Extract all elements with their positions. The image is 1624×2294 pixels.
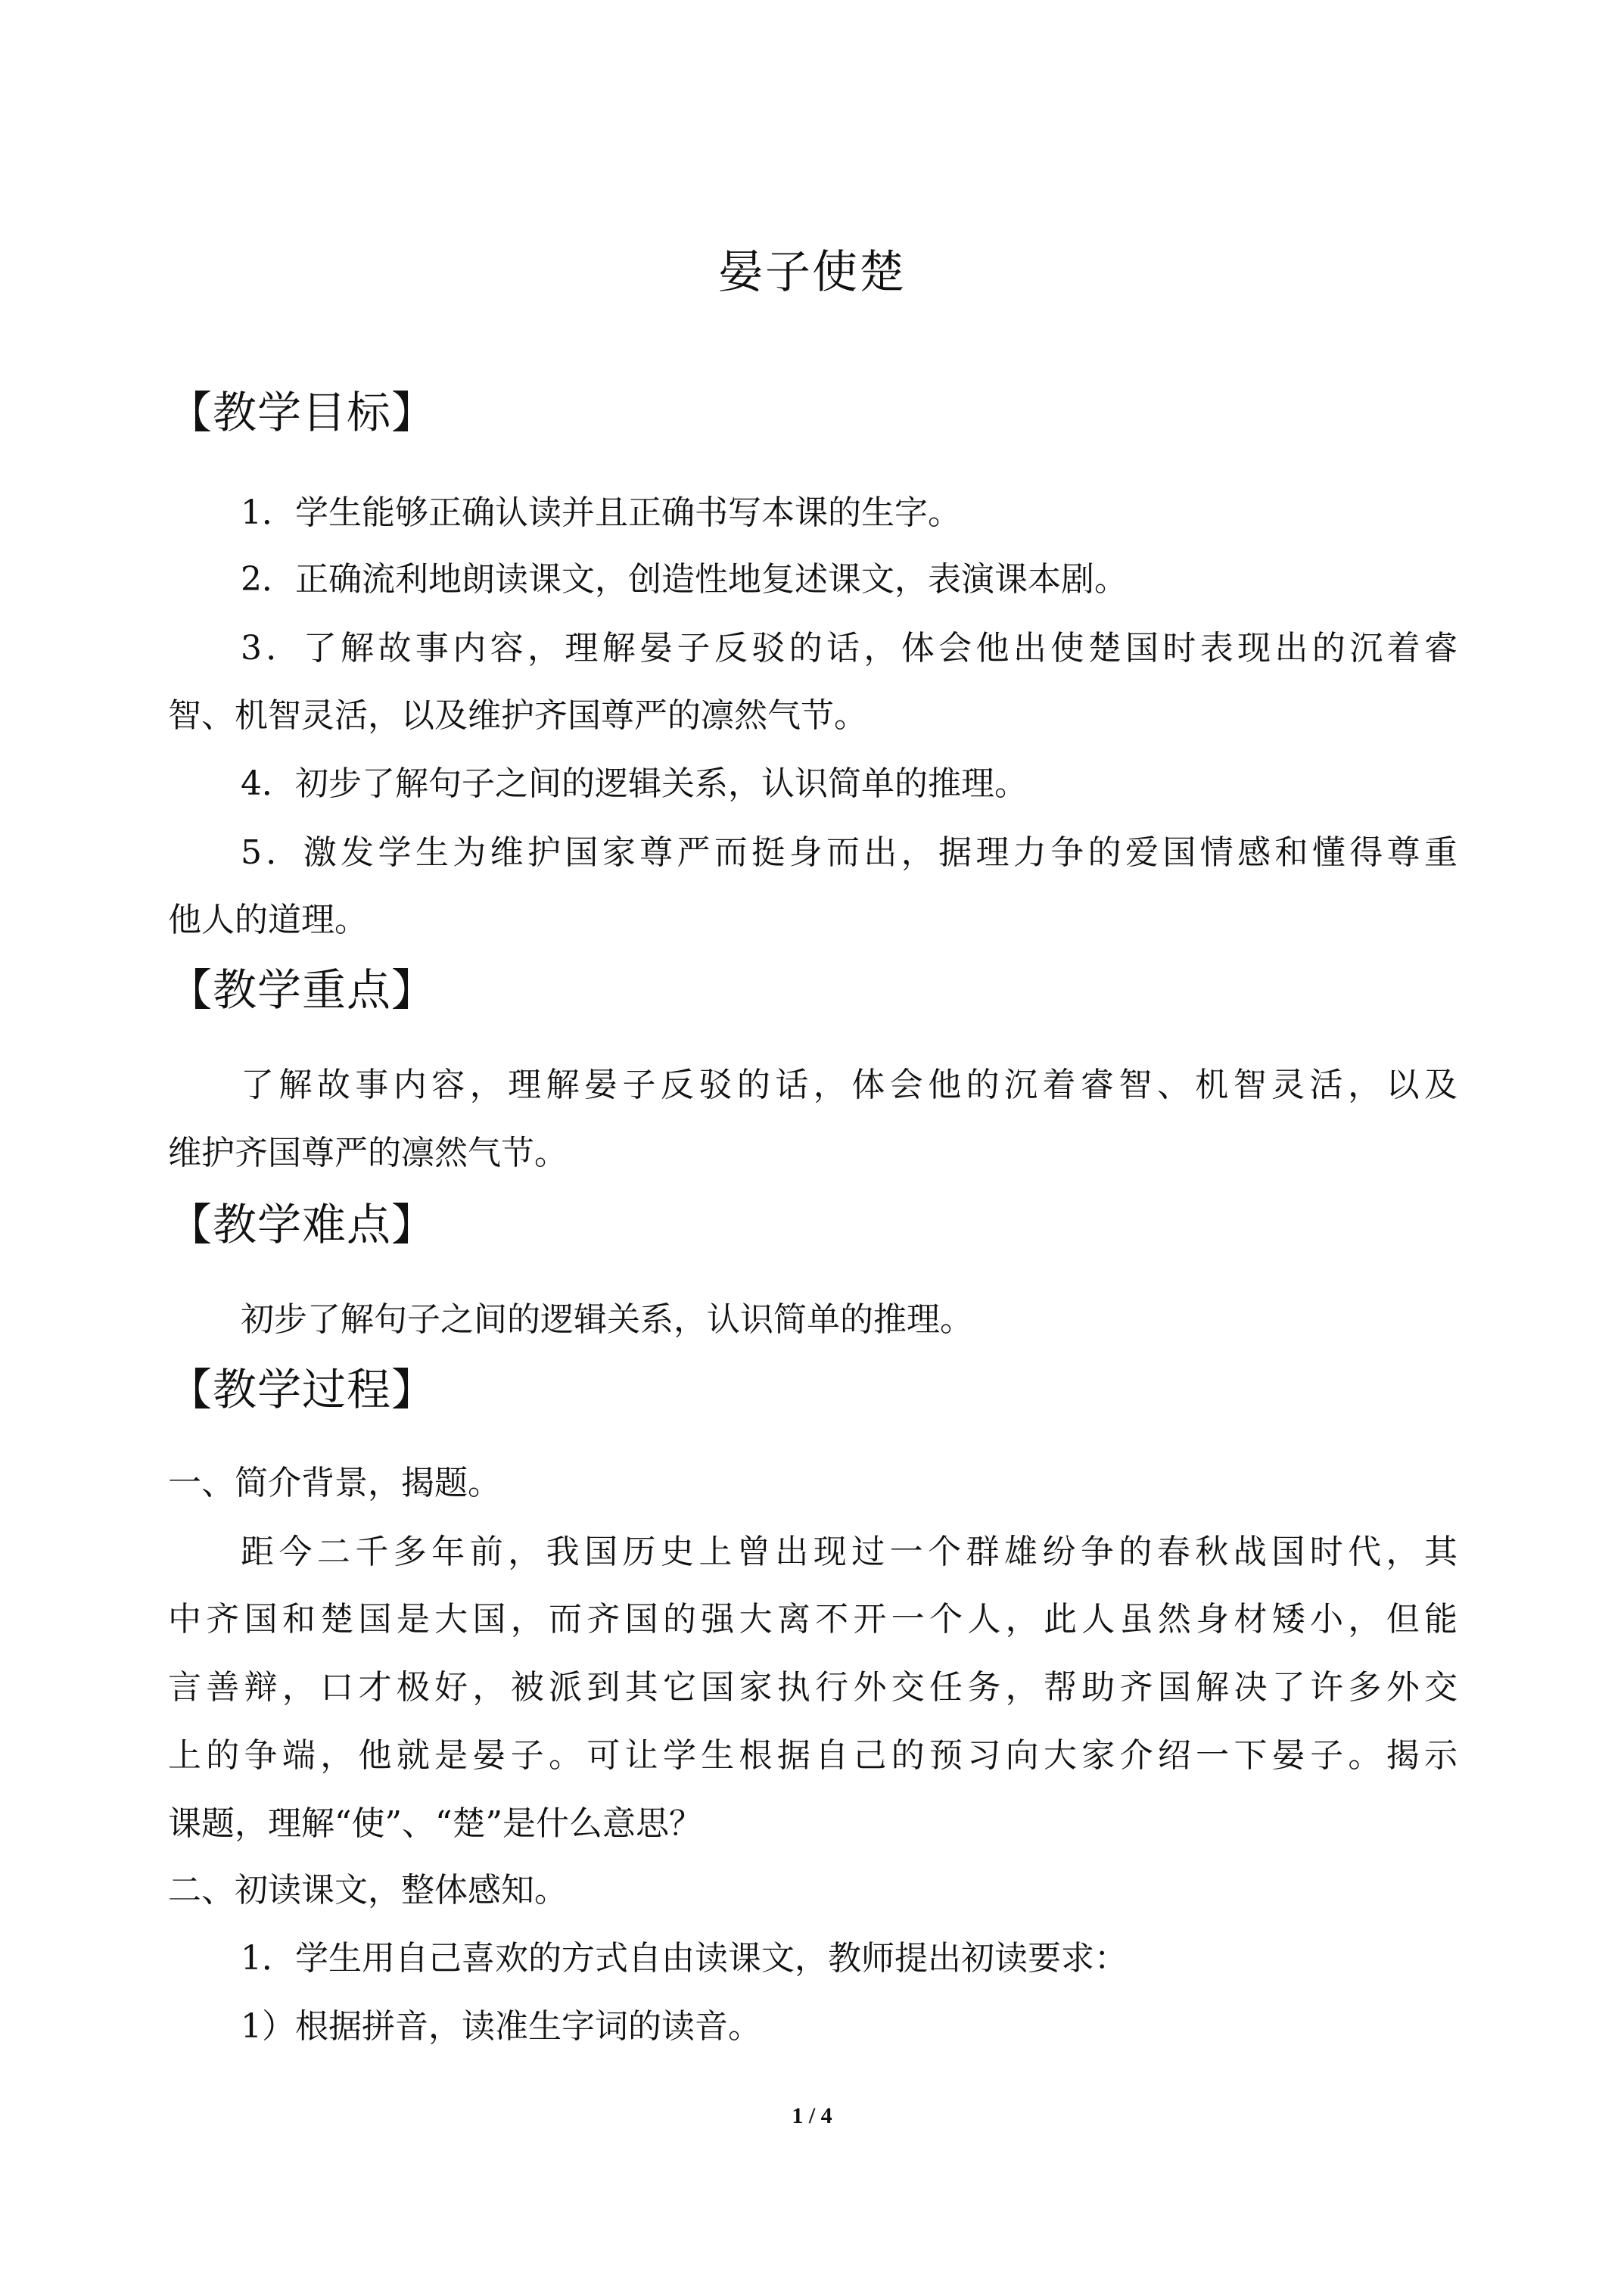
- section-heading-process: 【教学过程】: [168, 1364, 437, 1415]
- section-heading-key-points: 【教学重点】: [168, 964, 437, 1016]
- page-number: 1 / 4: [792, 2103, 832, 2128]
- goals-line-1: 1．学生能够正确认读并且正确书写本课的生字。: [241, 493, 961, 532]
- goals-line-5: 4．初步了解句子之间的逻辑关系，认识简单的推理。: [241, 764, 1028, 803]
- page-title: 晏子使楚: [718, 246, 906, 299]
- process-line-1: 一、简介背景，揭题。: [168, 1464, 501, 1502]
- process-line-3: 中齐国和楚国是大国，而齐国的强大离不开一个人，此人虽然身材矮小，但能: [168, 1600, 1458, 1639]
- goals-line-4: 智、机智灵活，以及维护齐国尊严的凛然气节。: [168, 696, 867, 735]
- process-line-5: 上的争端，他就是晏子。可让学生根据自己的预习向大家介绍一下晏子。揭示: [168, 1736, 1458, 1775]
- key-points-line-1: 了解故事内容，理解晏子反驳的话，体会他的沉着睿智、机智灵活，以及: [241, 1066, 1458, 1104]
- process-line-7: 二、初读课文，整体感知。: [168, 1871, 568, 1910]
- process-line-8: 1．学生用自己喜欢的方式自由读课文，教师提出初读要求：: [241, 1939, 1128, 1978]
- goals-line-2: 2．正确流利地朗读课文，创造性地复述课文，表演课本剧。: [241, 560, 1128, 599]
- goals-line-6: 5．激发学生为维护国家尊严而挺身而出，据理力争的爱国情感和懂得尊重: [241, 833, 1458, 872]
- process-line-2: 距今二千多年前，我国历史上曾出现过一个群雄纷争的春秋战国时代，其: [241, 1533, 1458, 1571]
- section-heading-difficulties: 【教学难点】: [168, 1199, 437, 1250]
- section-heading-goals: 【教学目标】: [168, 387, 437, 438]
- goals-line-3: 3．了解故事内容，理解晏子反驳的话，体会他出使楚国时表现出的沉着睿: [241, 629, 1458, 668]
- process-line-4: 言善辩，口才极好，被派到其它国家执行外交任务，帮助齐国解决了许多外交: [168, 1668, 1458, 1707]
- process-line-6: 课题，理解“使”、“楚”是什么意思？: [168, 1804, 702, 1843]
- process-line-9: 1）根据拼音，读准生字词的读音。: [241, 2007, 761, 2046]
- goals-line-7: 他人的道理。: [168, 901, 368, 939]
- key-points-line-2: 维护齐国尊严的凛然气节。: [168, 1134, 568, 1172]
- difficulties-line-1: 初步了解句子之间的逻辑关系，认识简单的推理。: [241, 1300, 973, 1339]
